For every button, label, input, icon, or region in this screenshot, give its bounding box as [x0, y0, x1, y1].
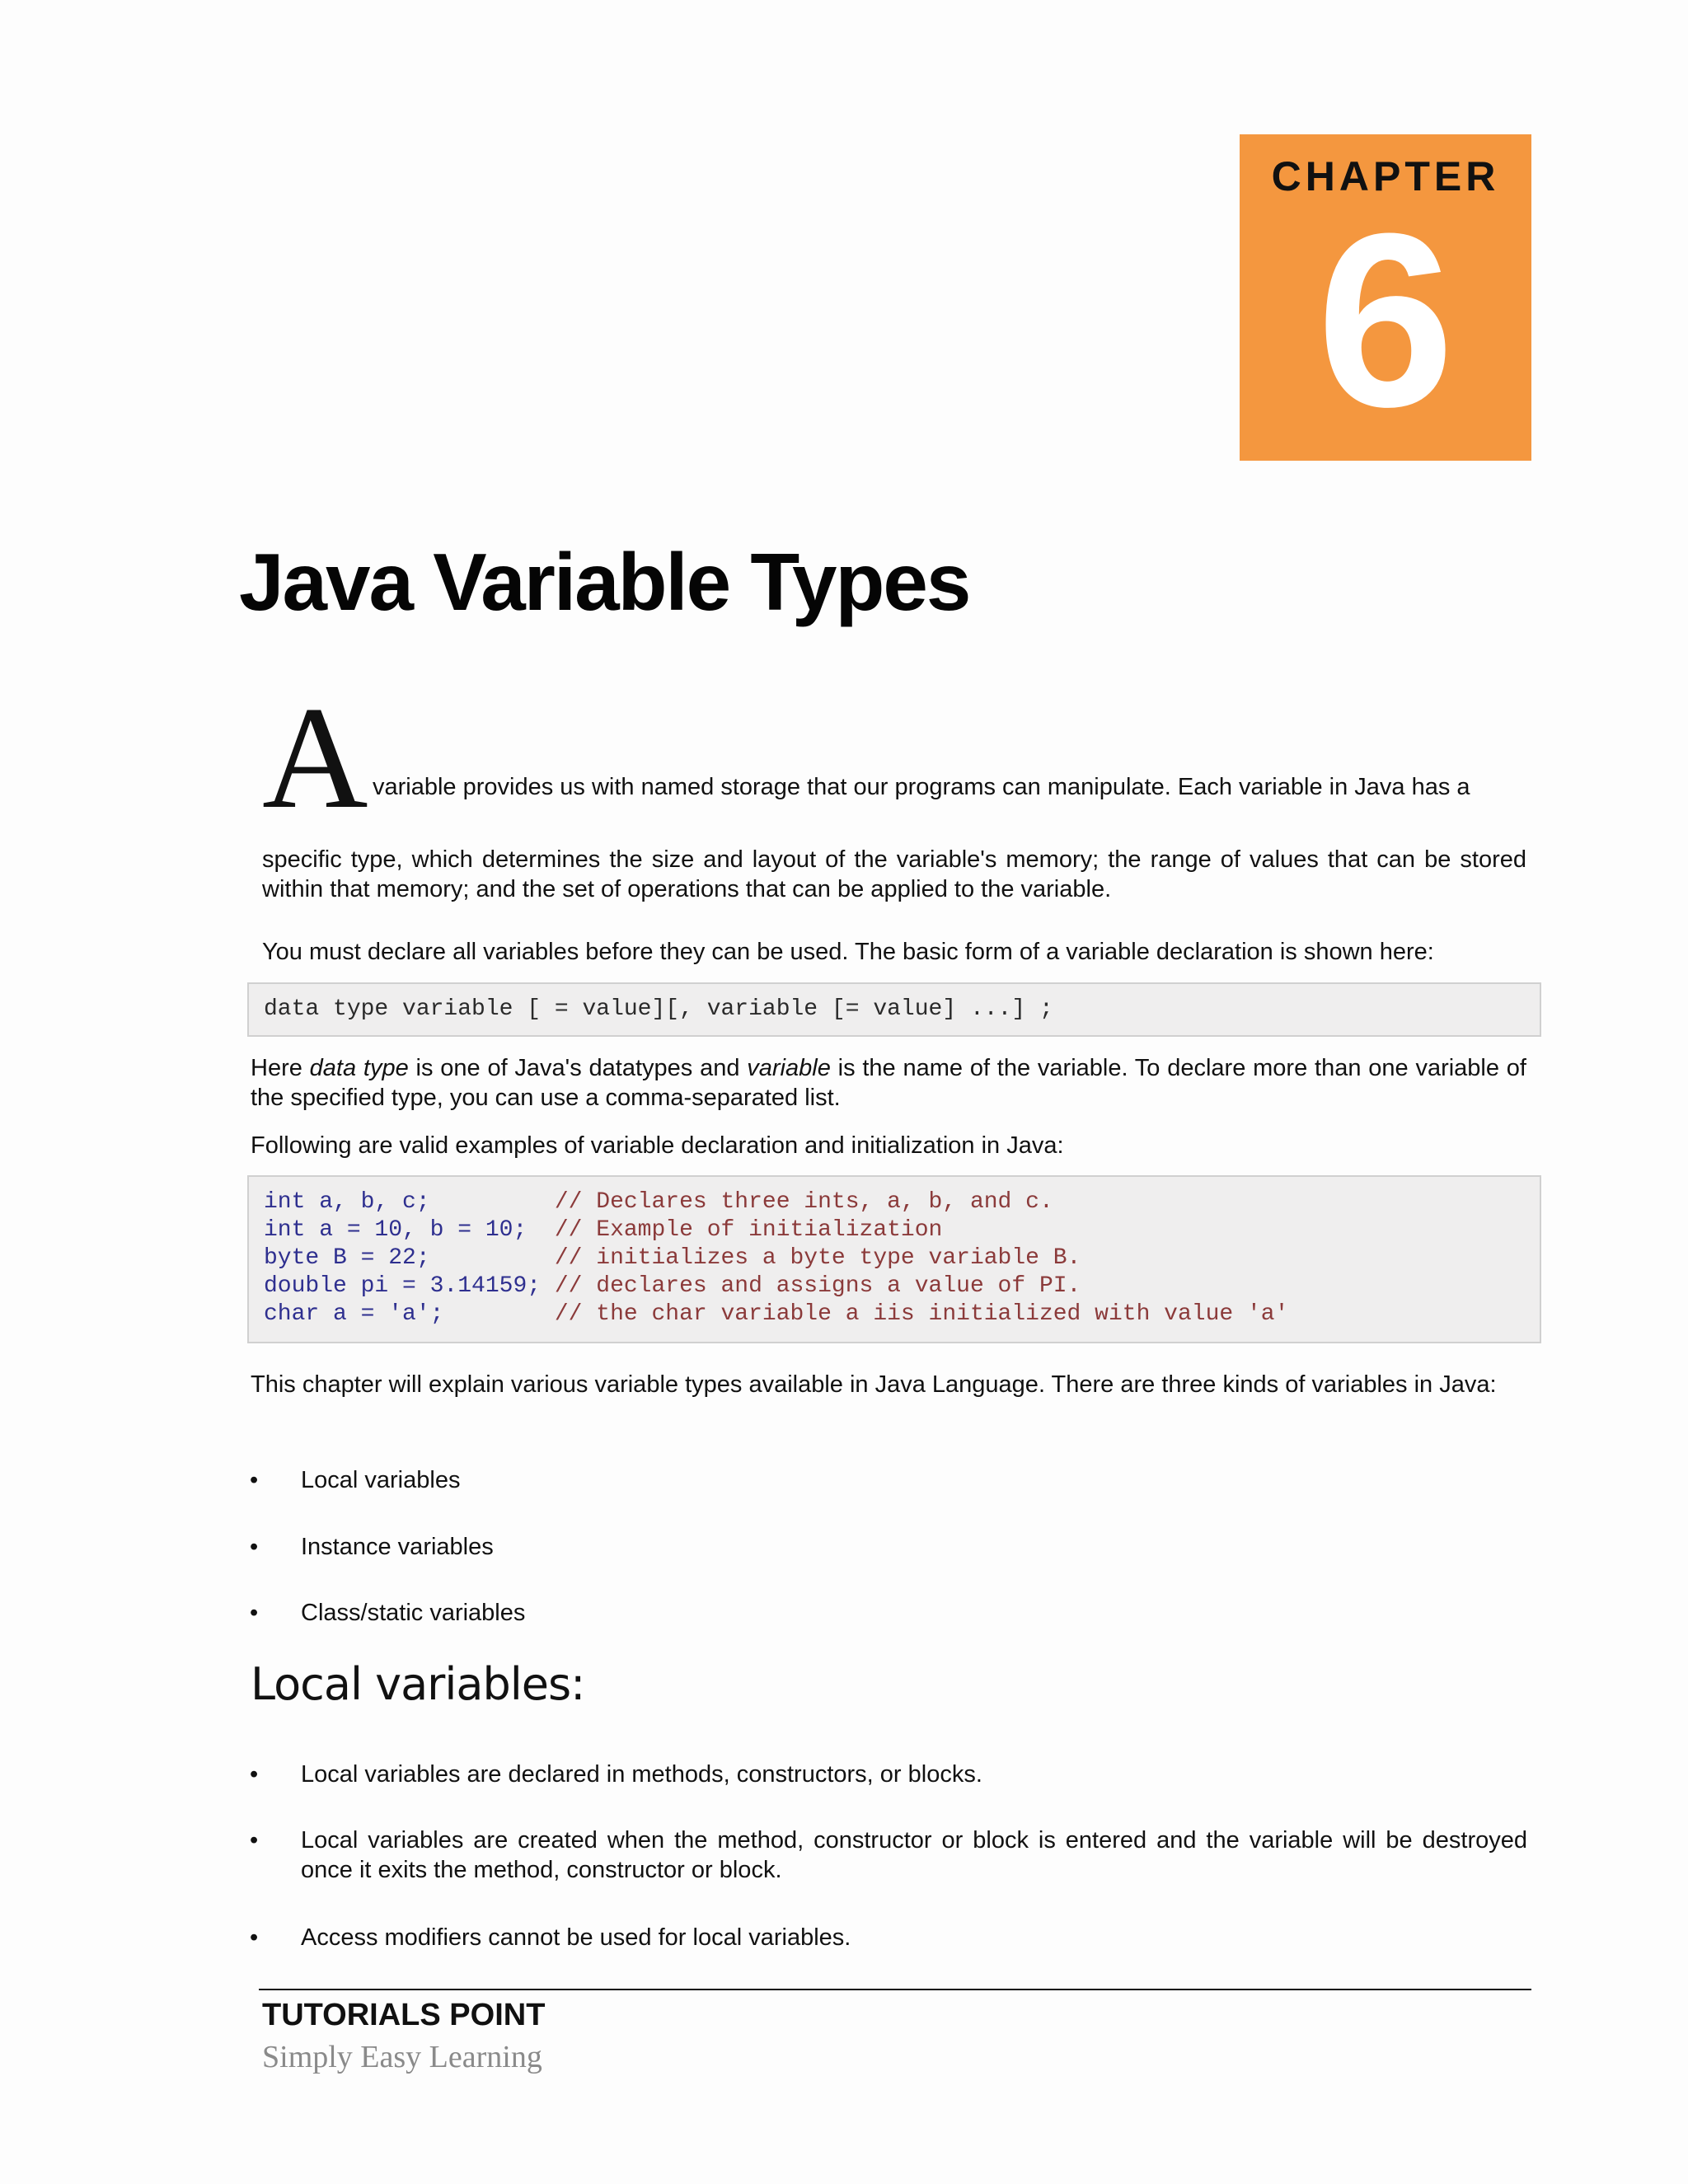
code-line-5: char a = 'a';: [264, 1301, 555, 1327]
code-comment-1: // Declares three ints, a, b, and c.: [554, 1189, 1053, 1215]
footer-brand: TUTORIALS POINT: [262, 1998, 546, 2032]
list-item-text: Class/static variables: [301, 1600, 526, 1626]
kinds-paragraph: This chapter will explain various variable types available in Java Language. There are three kinds of variables in Java:: [251, 1371, 1497, 1398]
drop-cap: A: [262, 676, 368, 839]
code-line-3: byte B = 22;: [264, 1245, 555, 1271]
intro-first-line: variable provides us with named storage that our programs can manipulate. Each variable in Java has a: [373, 774, 1470, 800]
bullet-icon: •: [250, 1534, 259, 1560]
here-suffix: is the name of the variable. To declare more than one variable of the specified type, you can use a comma-separated list.: [251, 1055, 1526, 1111]
syntax-code-text: data type variable [ = value][, variable [= value] ...] ;: [264, 996, 1053, 1022]
following-paragraph: Following are valid examples of variable declaration and initialization in Java:: [251, 1132, 1064, 1159]
syntax-code: [249, 984, 1540, 1024]
chapter-number: 6: [1316, 181, 1455, 458]
code-comment-5: // the char variable a iis initialized with value 'a': [554, 1301, 1289, 1327]
examples-code-block: [247, 1175, 1541, 1343]
bullet-icon: •: [250, 1761, 259, 1788]
list-item-text: Access modifiers cannot be used for local variables.: [301, 1924, 851, 1951]
bullet-icon: •: [250, 1600, 259, 1626]
section-heading: Local variables:: [251, 1658, 585, 1710]
chapter-badge: [1240, 134, 1531, 461]
intro-paragraph: specific type, which determines the size and layout of the variable's memory; the range of values that can be stored within that memory; and the set of operations that can be applied to the variable.: [262, 846, 1526, 902]
code-comment-3: // initializes a byte type variable B.: [554, 1245, 1081, 1271]
bullet-icon: •: [250, 1924, 259, 1951]
bullet-icon: •: [250, 1827, 259, 1854]
here-mid: is one of Java's datatypes and: [408, 1055, 748, 1081]
list-item-text: Local variables: [301, 1467, 461, 1493]
code-line-4: double pi = 3.14159;: [264, 1273, 555, 1299]
bullet-icon: •: [250, 1467, 259, 1493]
footer-divider: [259, 1989, 1531, 1990]
here-prefix: Here: [251, 1055, 310, 1081]
here-paragraph: [251, 1053, 1526, 1113]
list-item-text: Local variables are declared in methods, constructors, or blocks.: [301, 1761, 982, 1788]
chapter-label: CHAPTER: [1271, 153, 1500, 199]
code-line-2: int a = 10, b = 10;: [264, 1217, 555, 1243]
examples-code: [249, 1177, 1540, 1329]
here-em-datatype: data type: [309, 1055, 409, 1081]
syntax-code-block: [247, 982, 1541, 1037]
footer-tagline: Simply Easy Learning: [262, 2040, 542, 2074]
code-line-1: int a, b, c;: [264, 1189, 555, 1215]
list-item-text: Local variables are created when the method, constructor or block is entered and the variable will be destroyed once it exits the method, constructor or block.: [301, 1827, 1527, 1883]
code-comment-4: // declares and assigns a value of PI.: [554, 1273, 1081, 1299]
list-item-text: Instance variables: [301, 1534, 494, 1560]
page-title: Java Variable Types: [239, 537, 970, 627]
code-comment-2: // Example of initialization: [554, 1217, 943, 1243]
declare-paragraph: You must declare all variables before they can be used. The basic form of a variable declaration is shown here:: [262, 939, 1434, 965]
here-em-variable: variable: [747, 1055, 831, 1081]
